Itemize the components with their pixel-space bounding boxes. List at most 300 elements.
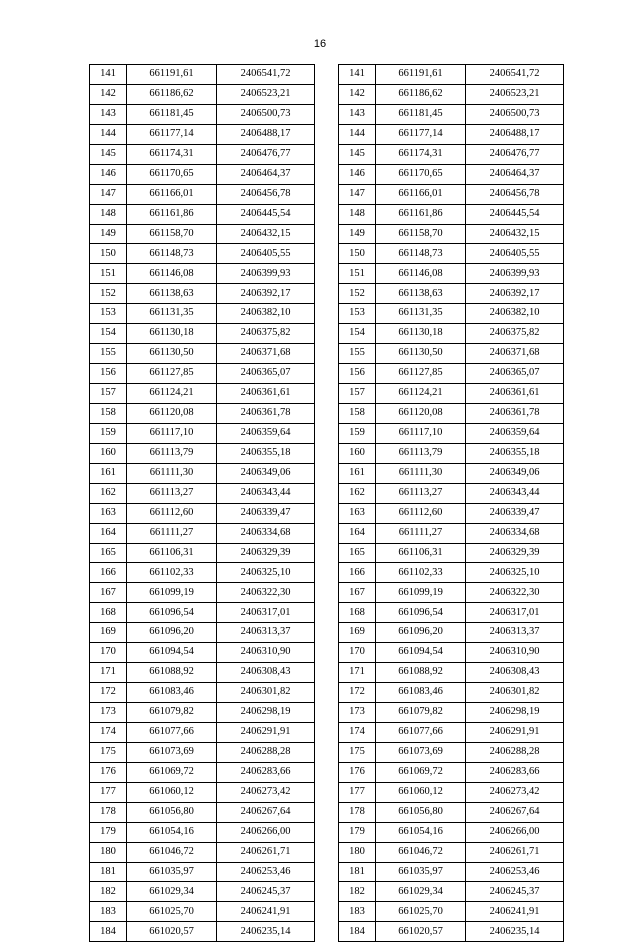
y-coordinate-cell: 2406313,37 bbox=[217, 623, 315, 643]
point-number-cell: 169 bbox=[90, 623, 127, 643]
point-number-cell: 151 bbox=[339, 264, 376, 284]
table-row bbox=[339, 483, 564, 503]
point-number-cell: 162 bbox=[90, 483, 127, 503]
y-coordinate-cell: 2406334,68 bbox=[466, 523, 564, 543]
y-coordinate-cell: 2406261,71 bbox=[466, 842, 564, 862]
x-coordinate-cell: 661099,19 bbox=[127, 583, 217, 603]
x-coordinate-cell: 661177,14 bbox=[376, 124, 466, 144]
table-row bbox=[339, 144, 564, 164]
point-number-cell: 173 bbox=[339, 703, 376, 723]
x-coordinate-cell: 661130,18 bbox=[127, 324, 217, 344]
y-coordinate-cell: 2406371,68 bbox=[466, 344, 564, 364]
point-number-cell: 177 bbox=[90, 782, 127, 802]
x-coordinate-cell: 661060,12 bbox=[127, 782, 217, 802]
table-row bbox=[90, 623, 315, 643]
x-coordinate-cell: 661073,69 bbox=[127, 742, 217, 762]
table-row bbox=[339, 423, 564, 443]
table-row bbox=[339, 344, 564, 364]
point-number-cell: 172 bbox=[339, 683, 376, 703]
y-coordinate-cell: 2406375,82 bbox=[217, 324, 315, 344]
x-coordinate-cell: 661099,19 bbox=[376, 583, 466, 603]
table-row bbox=[90, 663, 315, 683]
y-coordinate-cell: 2406432,15 bbox=[217, 224, 315, 244]
point-number-cell: 142 bbox=[339, 84, 376, 104]
point-number-cell: 150 bbox=[90, 244, 127, 264]
x-coordinate-cell: 661102,33 bbox=[376, 563, 466, 583]
table-row bbox=[339, 324, 564, 344]
y-coordinate-cell: 2406392,17 bbox=[217, 284, 315, 304]
point-number-cell: 147 bbox=[339, 184, 376, 204]
y-coordinate-cell: 2406371,68 bbox=[217, 344, 315, 364]
point-number-cell: 146 bbox=[90, 164, 127, 184]
x-coordinate-cell: 661054,16 bbox=[127, 822, 217, 842]
y-coordinate-cell: 2406291,91 bbox=[217, 722, 315, 742]
point-number-cell: 170 bbox=[339, 643, 376, 663]
table-row bbox=[339, 563, 564, 583]
point-number-cell: 149 bbox=[90, 224, 127, 244]
y-coordinate-cell: 2406245,37 bbox=[217, 882, 315, 902]
y-coordinate-cell: 2406235,14 bbox=[217, 922, 315, 942]
table-row bbox=[339, 822, 564, 842]
y-coordinate-cell: 2406325,10 bbox=[217, 563, 315, 583]
table-row bbox=[90, 762, 315, 782]
point-number-cell: 165 bbox=[90, 543, 127, 563]
point-number-cell: 171 bbox=[90, 663, 127, 683]
y-coordinate-cell: 2406476,77 bbox=[217, 144, 315, 164]
x-coordinate-cell: 661020,57 bbox=[127, 922, 217, 942]
x-coordinate-cell: 661060,12 bbox=[376, 782, 466, 802]
x-coordinate-cell: 661112,60 bbox=[127, 503, 217, 523]
table-row bbox=[339, 722, 564, 742]
x-coordinate-cell: 661069,72 bbox=[127, 762, 217, 782]
coordinates-table-left-body bbox=[90, 65, 315, 942]
x-coordinate-cell: 661054,16 bbox=[376, 822, 466, 842]
x-coordinate-cell: 661111,30 bbox=[127, 463, 217, 483]
table-row bbox=[339, 443, 564, 463]
point-number-cell: 181 bbox=[339, 862, 376, 882]
x-coordinate-cell: 661158,70 bbox=[127, 224, 217, 244]
x-coordinate-cell: 661158,70 bbox=[376, 224, 466, 244]
y-coordinate-cell: 2406308,43 bbox=[466, 663, 564, 683]
point-number-cell: 145 bbox=[339, 144, 376, 164]
point-number-cell: 167 bbox=[90, 583, 127, 603]
table-row bbox=[90, 364, 315, 384]
y-coordinate-cell: 2406267,64 bbox=[217, 802, 315, 822]
table-row bbox=[90, 503, 315, 523]
table-row bbox=[90, 304, 315, 324]
y-coordinate-cell: 2406273,42 bbox=[217, 782, 315, 802]
x-coordinate-cell: 661148,73 bbox=[376, 244, 466, 264]
y-coordinate-cell: 2406334,68 bbox=[217, 523, 315, 543]
table-row bbox=[90, 822, 315, 842]
x-coordinate-cell: 661111,30 bbox=[376, 463, 466, 483]
table-row bbox=[90, 703, 315, 723]
table-row bbox=[90, 922, 315, 942]
table-row bbox=[90, 722, 315, 742]
y-coordinate-cell: 2406355,18 bbox=[217, 443, 315, 463]
point-number-cell: 148 bbox=[90, 204, 127, 224]
y-coordinate-cell: 2406359,64 bbox=[217, 423, 315, 443]
point-number-cell: 142 bbox=[90, 84, 127, 104]
y-coordinate-cell: 2406310,90 bbox=[466, 643, 564, 663]
point-number-cell: 166 bbox=[90, 563, 127, 583]
x-coordinate-cell: 661083,46 bbox=[376, 683, 466, 703]
point-number-cell: 166 bbox=[339, 563, 376, 583]
x-coordinate-cell: 661191,61 bbox=[127, 65, 217, 85]
y-coordinate-cell: 2406382,10 bbox=[466, 304, 564, 324]
x-coordinate-cell: 661120,08 bbox=[127, 403, 217, 423]
table-row bbox=[339, 224, 564, 244]
table-row bbox=[90, 742, 315, 762]
point-number-cell: 168 bbox=[339, 603, 376, 623]
point-number-cell: 169 bbox=[339, 623, 376, 643]
x-coordinate-cell: 661096,20 bbox=[376, 623, 466, 643]
table-row bbox=[90, 583, 315, 603]
table-row bbox=[90, 423, 315, 443]
table-row bbox=[90, 862, 315, 882]
y-coordinate-cell: 2406399,93 bbox=[217, 264, 315, 284]
y-coordinate-cell: 2406329,39 bbox=[466, 543, 564, 563]
point-number-cell: 155 bbox=[90, 344, 127, 364]
x-coordinate-cell: 661113,79 bbox=[376, 443, 466, 463]
x-coordinate-cell: 661029,34 bbox=[376, 882, 466, 902]
y-coordinate-cell: 2406317,01 bbox=[217, 603, 315, 623]
x-coordinate-cell: 661096,54 bbox=[127, 603, 217, 623]
x-coordinate-cell: 661046,72 bbox=[376, 842, 466, 862]
y-coordinate-cell: 2406349,06 bbox=[217, 463, 315, 483]
x-coordinate-cell: 661112,60 bbox=[376, 503, 466, 523]
point-number-cell: 158 bbox=[339, 403, 376, 423]
y-coordinate-cell: 2406343,44 bbox=[466, 483, 564, 503]
y-coordinate-cell: 2406310,90 bbox=[217, 643, 315, 663]
x-coordinate-cell: 661111,27 bbox=[127, 523, 217, 543]
x-coordinate-cell: 661146,08 bbox=[376, 264, 466, 284]
table-row bbox=[339, 543, 564, 563]
x-coordinate-cell: 661166,01 bbox=[376, 184, 466, 204]
point-number-cell: 174 bbox=[339, 722, 376, 742]
point-number-cell: 159 bbox=[90, 423, 127, 443]
point-number-cell: 160 bbox=[90, 443, 127, 463]
point-number-cell: 148 bbox=[339, 204, 376, 224]
point-number-cell: 178 bbox=[339, 802, 376, 822]
table-row bbox=[339, 503, 564, 523]
x-coordinate-cell: 661130,50 bbox=[376, 344, 466, 364]
x-coordinate-cell: 661035,97 bbox=[127, 862, 217, 882]
x-coordinate-cell: 661117,10 bbox=[127, 423, 217, 443]
table-row bbox=[90, 543, 315, 563]
x-coordinate-cell: 661083,46 bbox=[127, 683, 217, 703]
point-number-cell: 143 bbox=[90, 104, 127, 124]
y-coordinate-cell: 2406382,10 bbox=[217, 304, 315, 324]
table-row bbox=[90, 124, 315, 144]
x-coordinate-cell: 661073,69 bbox=[376, 742, 466, 762]
table-row bbox=[90, 264, 315, 284]
x-coordinate-cell: 661113,27 bbox=[127, 483, 217, 503]
point-number-cell: 176 bbox=[90, 762, 127, 782]
point-number-cell: 171 bbox=[339, 663, 376, 683]
table-row bbox=[90, 344, 315, 364]
point-number-cell: 164 bbox=[90, 523, 127, 543]
table-row bbox=[339, 264, 564, 284]
x-coordinate-cell: 661138,63 bbox=[127, 284, 217, 304]
y-coordinate-cell: 2406399,93 bbox=[466, 264, 564, 284]
table-row bbox=[339, 623, 564, 643]
y-coordinate-cell: 2406241,91 bbox=[217, 902, 315, 922]
y-coordinate-cell: 2406298,19 bbox=[466, 703, 564, 723]
coordinates-table-right-body bbox=[339, 65, 564, 942]
x-coordinate-cell: 661124,21 bbox=[127, 384, 217, 404]
x-coordinate-cell: 661056,80 bbox=[127, 802, 217, 822]
table-row bbox=[339, 583, 564, 603]
point-number-cell: 163 bbox=[339, 503, 376, 523]
point-number-cell: 180 bbox=[339, 842, 376, 862]
x-coordinate-cell: 661174,31 bbox=[127, 144, 217, 164]
y-coordinate-cell: 2406355,18 bbox=[466, 443, 564, 463]
x-coordinate-cell: 661131,35 bbox=[376, 304, 466, 324]
point-number-cell: 184 bbox=[339, 922, 376, 942]
y-coordinate-cell: 2406343,44 bbox=[217, 483, 315, 503]
y-coordinate-cell: 2406283,66 bbox=[466, 762, 564, 782]
x-coordinate-cell: 661046,72 bbox=[127, 842, 217, 862]
x-coordinate-cell: 661181,45 bbox=[127, 104, 217, 124]
y-coordinate-cell: 2406283,66 bbox=[217, 762, 315, 782]
table-row bbox=[90, 782, 315, 802]
point-number-cell: 165 bbox=[339, 543, 376, 563]
point-number-cell: 163 bbox=[90, 503, 127, 523]
y-coordinate-cell: 2406329,39 bbox=[217, 543, 315, 563]
table-row bbox=[339, 842, 564, 862]
y-coordinate-cell: 2406523,21 bbox=[217, 84, 315, 104]
x-coordinate-cell: 661079,82 bbox=[127, 703, 217, 723]
x-coordinate-cell: 661079,82 bbox=[376, 703, 466, 723]
table-row bbox=[339, 862, 564, 882]
x-coordinate-cell: 661106,31 bbox=[376, 543, 466, 563]
x-coordinate-cell: 661191,61 bbox=[376, 65, 466, 85]
table-row bbox=[339, 184, 564, 204]
table-row bbox=[90, 65, 315, 85]
point-number-cell: 160 bbox=[339, 443, 376, 463]
point-number-cell: 162 bbox=[339, 483, 376, 503]
point-number-cell: 183 bbox=[339, 902, 376, 922]
point-number-cell: 170 bbox=[90, 643, 127, 663]
y-coordinate-cell: 2406365,07 bbox=[466, 364, 564, 384]
table-row bbox=[339, 882, 564, 902]
point-number-cell: 178 bbox=[90, 802, 127, 822]
table-row bbox=[90, 284, 315, 304]
table-row bbox=[90, 184, 315, 204]
table-row bbox=[339, 304, 564, 324]
table-row bbox=[339, 762, 564, 782]
table-row bbox=[90, 224, 315, 244]
table-row bbox=[90, 164, 315, 184]
x-coordinate-cell: 661020,57 bbox=[376, 922, 466, 942]
point-number-cell: 149 bbox=[339, 224, 376, 244]
y-coordinate-cell: 2406288,28 bbox=[466, 742, 564, 762]
x-coordinate-cell: 661025,70 bbox=[127, 902, 217, 922]
table-row bbox=[339, 802, 564, 822]
table-row bbox=[339, 244, 564, 264]
page-number: 16 bbox=[313, 38, 327, 50]
point-number-cell: 156 bbox=[339, 364, 376, 384]
table-row bbox=[90, 563, 315, 583]
y-coordinate-cell: 2406339,47 bbox=[217, 503, 315, 523]
table-row bbox=[339, 104, 564, 124]
y-coordinate-cell: 2406456,78 bbox=[217, 184, 315, 204]
table-row bbox=[90, 204, 315, 224]
y-coordinate-cell: 2406405,55 bbox=[217, 244, 315, 264]
y-coordinate-cell: 2406464,37 bbox=[466, 164, 564, 184]
x-coordinate-cell: 661077,66 bbox=[376, 722, 466, 742]
x-coordinate-cell: 661181,45 bbox=[376, 104, 466, 124]
table-row bbox=[90, 403, 315, 423]
y-coordinate-cell: 2406339,47 bbox=[466, 503, 564, 523]
point-number-cell: 177 bbox=[339, 782, 376, 802]
table-row bbox=[339, 603, 564, 623]
x-coordinate-cell: 661088,92 bbox=[127, 663, 217, 683]
y-coordinate-cell: 2406261,71 bbox=[217, 842, 315, 862]
x-coordinate-cell: 661161,86 bbox=[127, 204, 217, 224]
point-number-cell: 152 bbox=[339, 284, 376, 304]
x-coordinate-cell: 661138,63 bbox=[376, 284, 466, 304]
table-row bbox=[90, 324, 315, 344]
y-coordinate-cell: 2406464,37 bbox=[217, 164, 315, 184]
table-row bbox=[90, 384, 315, 404]
table-row bbox=[339, 703, 564, 723]
table-row bbox=[339, 643, 564, 663]
x-coordinate-cell: 661130,18 bbox=[376, 324, 466, 344]
y-coordinate-cell: 2406359,64 bbox=[466, 423, 564, 443]
point-number-cell: 175 bbox=[90, 742, 127, 762]
y-coordinate-cell: 2406523,21 bbox=[466, 84, 564, 104]
y-coordinate-cell: 2406375,82 bbox=[466, 324, 564, 344]
y-coordinate-cell: 2406266,00 bbox=[466, 822, 564, 842]
point-number-cell: 157 bbox=[90, 384, 127, 404]
point-number-cell: 182 bbox=[90, 882, 127, 902]
x-coordinate-cell: 661113,27 bbox=[376, 483, 466, 503]
point-number-cell: 144 bbox=[339, 124, 376, 144]
table-row bbox=[90, 523, 315, 543]
y-coordinate-cell: 2406322,30 bbox=[466, 583, 564, 603]
x-coordinate-cell: 661170,65 bbox=[376, 164, 466, 184]
table-row bbox=[90, 104, 315, 124]
x-coordinate-cell: 661025,70 bbox=[376, 902, 466, 922]
point-number-cell: 161 bbox=[339, 463, 376, 483]
x-coordinate-cell: 661127,85 bbox=[127, 364, 217, 384]
x-coordinate-cell: 661174,31 bbox=[376, 144, 466, 164]
y-coordinate-cell: 2406325,10 bbox=[466, 563, 564, 583]
point-number-cell: 173 bbox=[90, 703, 127, 723]
y-coordinate-cell: 2406273,42 bbox=[466, 782, 564, 802]
y-coordinate-cell: 2406361,61 bbox=[217, 384, 315, 404]
table-row bbox=[339, 384, 564, 404]
x-coordinate-cell: 661161,86 bbox=[376, 204, 466, 224]
table-row bbox=[339, 84, 564, 104]
y-coordinate-cell: 2406445,54 bbox=[466, 204, 564, 224]
y-coordinate-cell: 2406317,01 bbox=[466, 603, 564, 623]
y-coordinate-cell: 2406288,28 bbox=[217, 742, 315, 762]
point-number-cell: 180 bbox=[90, 842, 127, 862]
y-coordinate-cell: 2406500,73 bbox=[466, 104, 564, 124]
point-number-cell: 154 bbox=[90, 324, 127, 344]
table-row bbox=[90, 802, 315, 822]
x-coordinate-cell: 661177,14 bbox=[127, 124, 217, 144]
x-coordinate-cell: 661102,33 bbox=[127, 563, 217, 583]
point-number-cell: 176 bbox=[339, 762, 376, 782]
point-number-cell: 157 bbox=[339, 384, 376, 404]
point-number-cell: 167 bbox=[339, 583, 376, 603]
y-coordinate-cell: 2406541,72 bbox=[466, 65, 564, 85]
x-coordinate-cell: 661094,54 bbox=[127, 643, 217, 663]
y-coordinate-cell: 2406308,43 bbox=[217, 663, 315, 683]
point-number-cell: 183 bbox=[90, 902, 127, 922]
table-row bbox=[90, 683, 315, 703]
y-coordinate-cell: 2406301,82 bbox=[217, 683, 315, 703]
point-number-cell: 150 bbox=[339, 244, 376, 264]
y-coordinate-cell: 2406253,46 bbox=[217, 862, 315, 882]
point-number-cell: 155 bbox=[339, 344, 376, 364]
table-row bbox=[339, 782, 564, 802]
point-number-cell: 182 bbox=[339, 882, 376, 902]
y-coordinate-cell: 2406405,55 bbox=[466, 244, 564, 264]
y-coordinate-cell: 2406361,78 bbox=[466, 403, 564, 423]
table-row bbox=[339, 463, 564, 483]
x-coordinate-cell: 661111,27 bbox=[376, 523, 466, 543]
x-coordinate-cell: 661094,54 bbox=[376, 643, 466, 663]
table-row bbox=[339, 403, 564, 423]
x-coordinate-cell: 661117,10 bbox=[376, 423, 466, 443]
x-coordinate-cell: 661056,80 bbox=[376, 802, 466, 822]
point-number-cell: 143 bbox=[339, 104, 376, 124]
y-coordinate-cell: 2406361,61 bbox=[466, 384, 564, 404]
y-coordinate-cell: 2406488,17 bbox=[466, 124, 564, 144]
x-coordinate-cell: 661096,54 bbox=[376, 603, 466, 623]
point-number-cell: 153 bbox=[339, 304, 376, 324]
y-coordinate-cell: 2406432,15 bbox=[466, 224, 564, 244]
point-number-cell: 175 bbox=[339, 742, 376, 762]
x-coordinate-cell: 661131,35 bbox=[127, 304, 217, 324]
x-coordinate-cell: 661127,85 bbox=[376, 364, 466, 384]
y-coordinate-cell: 2406365,07 bbox=[217, 364, 315, 384]
point-number-cell: 179 bbox=[90, 822, 127, 842]
x-coordinate-cell: 661113,79 bbox=[127, 443, 217, 463]
y-coordinate-cell: 2406266,00 bbox=[217, 822, 315, 842]
table-row bbox=[339, 663, 564, 683]
y-coordinate-cell: 2406235,14 bbox=[466, 922, 564, 942]
point-number-cell: 158 bbox=[90, 403, 127, 423]
coordinates-table-right bbox=[338, 64, 564, 942]
x-coordinate-cell: 661106,31 bbox=[127, 543, 217, 563]
x-coordinate-cell: 661029,34 bbox=[127, 882, 217, 902]
table-row bbox=[90, 603, 315, 623]
x-coordinate-cell: 661148,73 bbox=[127, 244, 217, 264]
x-coordinate-cell: 661186,62 bbox=[127, 84, 217, 104]
point-number-cell: 141 bbox=[339, 65, 376, 85]
x-coordinate-cell: 661124,21 bbox=[376, 384, 466, 404]
table-row bbox=[339, 523, 564, 543]
y-coordinate-cell: 2406291,91 bbox=[466, 722, 564, 742]
x-coordinate-cell: 661035,97 bbox=[376, 862, 466, 882]
point-number-cell: 145 bbox=[90, 144, 127, 164]
point-number-cell: 161 bbox=[90, 463, 127, 483]
point-number-cell: 179 bbox=[339, 822, 376, 842]
table-row bbox=[90, 144, 315, 164]
table-row bbox=[339, 742, 564, 762]
point-number-cell: 184 bbox=[90, 922, 127, 942]
y-coordinate-cell: 2406253,46 bbox=[466, 862, 564, 882]
table-row bbox=[339, 922, 564, 942]
table-row bbox=[90, 483, 315, 503]
x-coordinate-cell: 661170,65 bbox=[127, 164, 217, 184]
